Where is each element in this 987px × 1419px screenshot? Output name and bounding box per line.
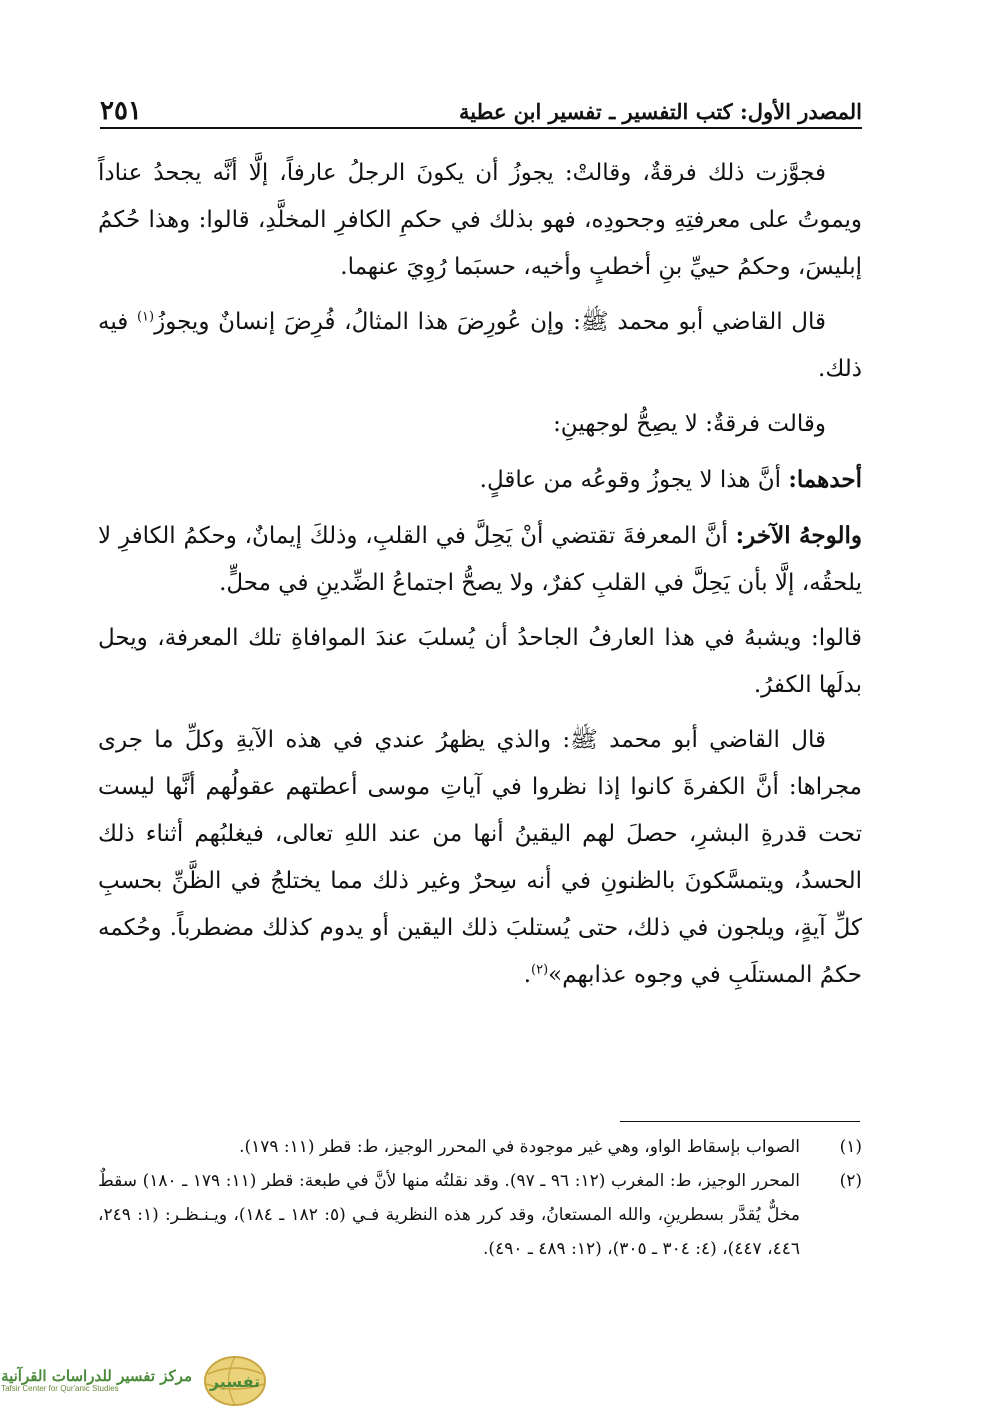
- footnote-ref-1[interactable]: (١): [136, 309, 155, 325]
- publisher-logo: [1, 1352, 270, 1410]
- paragraph-5-lead: والوجهُ الآخر:: [735, 522, 862, 549]
- footnote-text: المحرر الوجيز، ط: المغرب (١٢: ٩٦ ـ ٩٧). وقد نقلتُه منها لأنَّ في طبعة: قطر (١١: ١٧٩ ـ ١٨٠) سقطٌ مخلٌّ يُقدَّر بسطرينِ، والله المستعانُ، وقد كرر هذه النظرية فـي (٥: ١٨٢ ـ ١٨٤)، ويـنـظـر: (١: ٢٤٩، ٤٤٦، ٤٤٧)، (٤: ٣٠٤ ـ ٣٠٥)، (١٢: ٤٨٩ ـ ٤٩٠).: [98, 1171, 800, 1259]
- header-divider: [100, 127, 862, 129]
- paragraph-6: قالوا: ويشبهُ في هذا العارفُ الجاحدُ أن يُسلبَ عندَ الموافاةِ تلك المعرفة، ويحل بدلَها الكفرُ.: [98, 625, 862, 698]
- paragraph-3: وقالت فرقةٌ: لا يصِحُّ لوجهينِ:: [553, 411, 826, 437]
- footnote-ref-2[interactable]: (٢): [531, 962, 549, 978]
- paragraph-2-text: قال القاضي أبو محمد ﷺ: وإن عُورِضَ هذا المثالُ، فُرِضَ إنسانٌ ويجوزُ: [154, 309, 827, 335]
- paragraph-2-end: فيه ذلك.: [98, 309, 862, 382]
- footnote-divider: [620, 1121, 860, 1122]
- footnote-2: [98, 1164, 862, 1266]
- globe-emblem-icon: [200, 1354, 270, 1408]
- footnote-1: [98, 1130, 862, 1164]
- paragraph-7-end: .: [523, 962, 532, 988]
- footnote-number: (٢): [839, 1171, 862, 1191]
- paragraph-2: [98, 299, 862, 393]
- footnote-text: الصواب بإسقاط الواو، وهي غير موجودة في المحرر الوجيز، ط: قطر (١١: ١٧٩).: [239, 1137, 800, 1157]
- header-title: المصدر الأول: كتب التفسير ـ تفسير ابن عطية: [459, 99, 862, 124]
- paragraph-4-text: أنَّ هذا لا يجوزُ وقوعُه من عاقلٍ.: [479, 467, 789, 493]
- paragraph-4-lead: أحدهما:: [788, 466, 862, 493]
- paragraph-4: [98, 456, 862, 504]
- logo-arabic-name: مركز تفسير للدراسات القرآنية: [1, 1367, 192, 1386]
- footnote-number: (١): [839, 1137, 862, 1157]
- footnotes: [98, 1130, 862, 1266]
- logo-emblem-text: تفسير: [209, 1372, 261, 1391]
- page-number: ٢٥١: [100, 96, 142, 126]
- paragraph-5-text: أنَّ المعرفةَ تقتضي أنْ يَحِلَّ في القلبِ، وذلكَ إيمانٌ، وحكمُ الكافرِ لا يلحقُه، إلَّا بأن يَحِلَّ في القلبِ كفرٌ، ولا يصحُّ اجتماعُ الضِّدينِ في محلٍّ.: [98, 523, 862, 596]
- paragraph-1: فجوَّزت ذلك فرقةٌ، وقالتْ: يجوزُ أن يكونَ الرجلُ عارفاً، إلَّا أنَّه يجحدُ عناداً ويموتُ على معرفتِهِ وجحودِه، فهو بذلك في حكمِ الكافرِ المخلَّدِ، قالوا: وهذا حُكمُ إبليسَ، وحكمُ حييِّ بنِ أخطبٍ وأخيه، حسبَما رُوِيَ عنهما.: [98, 160, 862, 280]
- paragraph-5: [98, 512, 862, 607]
- paragraph-7-text: قال القاضي أبو محمد ﷺ: والذي يظهرُ عندي في هذه الآيةِ وكلِّ ما جرى مجراها: أنَّ الكفرةَ كانوا إذا نظروا في آياتِ موسى أعطتهم عقولُهم أنَّها ليست تحت قدرةِ البشرِ، حصلَ لهم اليقينُ أنها من عند اللهِ تعالى، فيغلبُهم أثناء ذلك الحسدُ، ويتمسَّكونَ بالظنونِ في أنه سِحرٌ وغير ذلك مما يختلجُ في الظَّنِّ بحسبِ كلِّ آيةٍ، ويلجون في ذلك، حتى يُستلبَ ذلك اليقين أو يدوم كذلك مضطرباً. وحُكمه حكمُ المستلَبِ في وجوه عذابهم»: [98, 727, 862, 988]
- paragraph-7: [98, 717, 862, 999]
- main-text: [98, 150, 862, 1007]
- running-header: [100, 78, 862, 132]
- logo-text: [1, 1368, 192, 1393]
- logo-english-name: Tafsir Center for Qur'anic Studies: [1, 1383, 119, 1393]
